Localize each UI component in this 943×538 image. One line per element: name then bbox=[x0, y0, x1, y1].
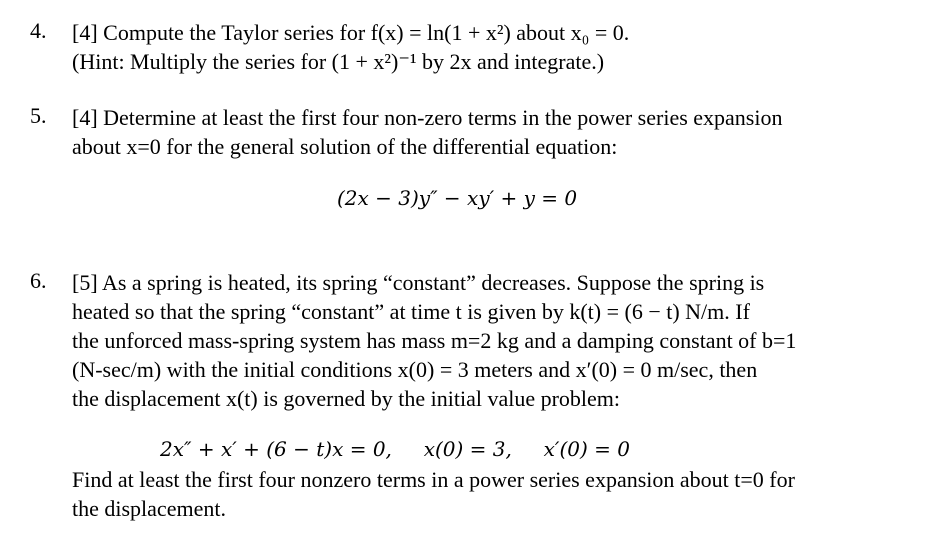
problem-hint-line: (Hint: Multiply the series for (1 + x²)⁻¹ by 2x and integrate.) bbox=[72, 49, 605, 74]
problem-5 bbox=[30, 103, 930, 161]
problem-4 bbox=[30, 18, 930, 76]
problem-text-line: the unforced mass-spring system has mass m=2 kg and a damping constant of b=1 bbox=[72, 328, 797, 353]
differential-equation: (2x − 3)y″ − xy′ + y = 0 bbox=[337, 186, 578, 210]
problem-text-line: [5] As a spring is heated, its spring “constant” decreases. Suppose the spring is bbox=[72, 270, 765, 295]
problem-text-line: (N-sec/m) with the initial conditions x(0) = 3 meters and x′(0) = 0 m/sec, then bbox=[72, 357, 758, 382]
problem-text-line: [4] Compute the Taylor series for f(x) = ln(1 + x²) about x₀ = 0. bbox=[72, 20, 630, 45]
problem-number: 6. bbox=[30, 268, 47, 293]
problem-text-line: the displacement. bbox=[72, 496, 226, 521]
problem-text-line: heated so that the spring “constant” at time t is given by k(t) = (6 − t) N/m. If bbox=[72, 299, 750, 324]
problem-text-line: about x=0 for the general solution of the differential equation: bbox=[72, 134, 618, 159]
problem-6-continuation bbox=[30, 465, 930, 523]
problem-text-line: [4] Determine at least the first four non-zero terms in the power series expansion bbox=[72, 105, 783, 130]
initial-value-problem: 2x″ + x′ + (6 − t)x = 0, x(0) = 3, x′(0) = 0 bbox=[160, 437, 630, 461]
problem-number: 5. bbox=[30, 103, 47, 128]
problem-6 bbox=[30, 268, 930, 413]
problem-number: 4. bbox=[30, 18, 47, 43]
problem-text-line: the displacement x(t) is governed by the initial value problem: bbox=[72, 386, 621, 411]
problem-text-line: Find at least the first four nonzero terms in a power series expansion about t=0 for bbox=[72, 467, 795, 492]
